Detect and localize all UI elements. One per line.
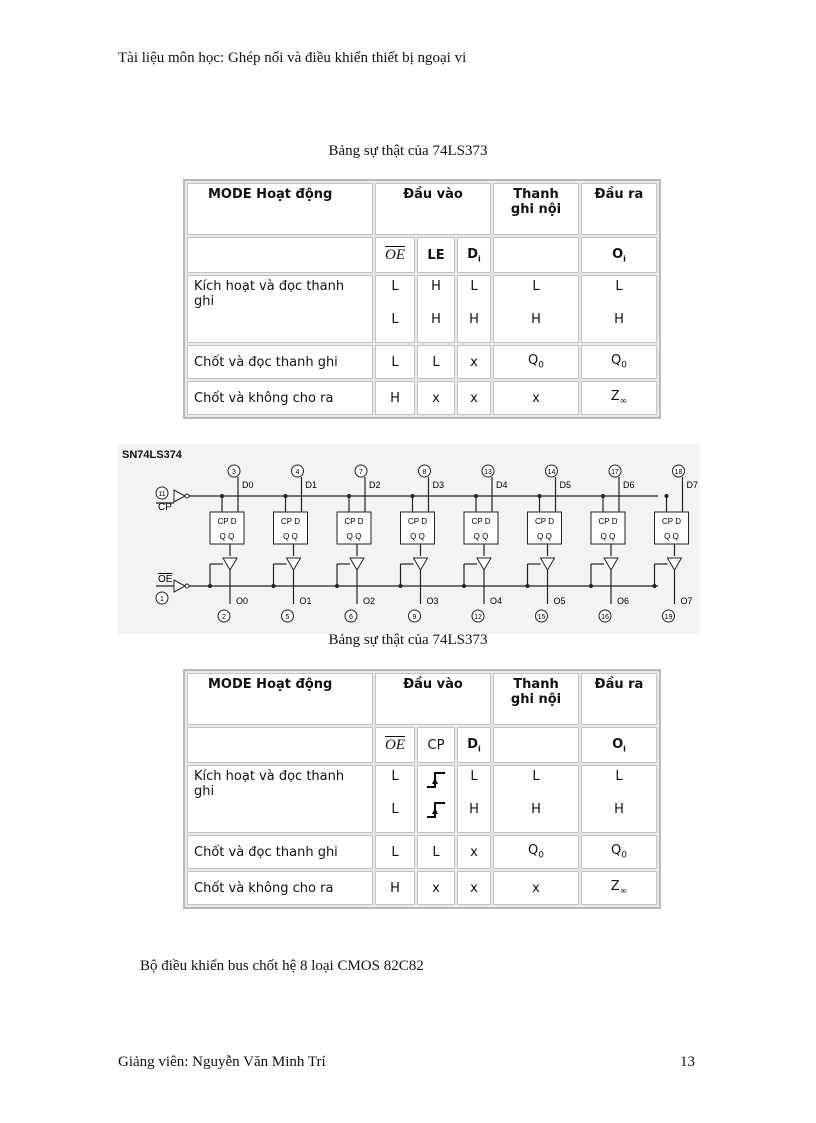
header-outputs: Đầu ra — [581, 183, 657, 235]
table-row — [187, 835, 657, 869]
oe-cell: L L — [375, 275, 415, 343]
subheader-empty — [493, 237, 579, 273]
truth-table-74ls374 — [183, 669, 661, 909]
mode-cell: Chốt và đọc thanh ghi — [187, 835, 373, 869]
pin-number: 6 — [349, 614, 353, 621]
out-cell: $Z_\infty$ — [581, 871, 657, 905]
pin-number: 16 — [601, 614, 609, 621]
out-cell: L H — [581, 275, 657, 343]
di-cell: x — [457, 871, 491, 905]
input-label: D3 — [432, 480, 445, 490]
header-register: Thanh ghi nội — [493, 183, 579, 235]
oe-cell: L — [375, 835, 415, 869]
ff-bottom-label: Q Q — [600, 532, 616, 541]
le-cell: H H — [417, 275, 455, 343]
subheader-empty — [493, 727, 579, 763]
ff-top-label: CP D — [344, 517, 364, 526]
junction-dot — [399, 584, 403, 588]
junction-dot — [272, 584, 276, 588]
junction-dot — [589, 584, 593, 588]
ff-bottom-label: Q Q — [346, 532, 362, 541]
output-label: O4 — [490, 596, 503, 606]
sn74ls374-logic-diagram — [118, 444, 700, 634]
rising-edge-icon — [425, 799, 447, 821]
subheader-le: LE — [417, 237, 455, 273]
output-label: O6 — [617, 596, 630, 606]
reg-cell: $Q_0$ — [493, 835, 579, 869]
cp-cell — [417, 765, 455, 833]
output-label: O1 — [299, 596, 312, 606]
input-label: D4 — [496, 480, 508, 490]
page-number: 13 — [680, 1054, 695, 1070]
input-label: D5 — [559, 480, 572, 490]
oe-label: OE — [158, 574, 173, 585]
ff-bottom-label: Q Q — [283, 532, 298, 541]
table2-caption: Bảng sự thật của 74LS373 — [328, 632, 488, 648]
le-cell: L — [417, 345, 455, 379]
mode-cell: Kích hoạt và đọc thanh ghi — [187, 765, 373, 833]
mode-cell: Kích hoạt và đọc thanh ghi — [187, 275, 373, 343]
out-cell: $Q_0$ — [581, 345, 657, 379]
output-buffer — [604, 558, 618, 570]
logic-diagram-svg — [118, 444, 700, 634]
oe-cell: L — [375, 345, 415, 379]
cp-cell: x — [417, 871, 455, 905]
oe-cell: H — [375, 381, 415, 415]
output-label: O0 — [236, 596, 249, 606]
body-text-82c82: Bộ điều khiển bus chốt hệ 8 loại CMOS 82C82 — [140, 958, 424, 974]
ff-top-label: CP D — [598, 517, 618, 526]
cp-cell: L — [417, 835, 455, 869]
output-label: O3 — [426, 596, 439, 606]
header-register: Thanh ghi nội — [493, 673, 579, 725]
pin-number: 11 — [158, 491, 166, 498]
pin-number: 18 — [674, 469, 683, 476]
di-cell: L H — [457, 765, 491, 833]
pin-number: 1 — [160, 596, 164, 603]
pin-number: 2 — [222, 614, 226, 621]
header-mode: MODE Hoạt động — [187, 183, 373, 235]
ff-bottom-label: Q Q — [410, 532, 425, 541]
ff-top-label: CP D — [408, 517, 427, 526]
subheader-di: $D_i$ — [457, 727, 491, 763]
output-label: O5 — [553, 596, 566, 606]
subheader-di: $D_i$ — [457, 237, 491, 273]
junction-dot — [335, 584, 339, 588]
le-cell: x — [417, 381, 455, 415]
out-cell: L H — [581, 765, 657, 833]
output-buffer — [668, 558, 682, 570]
ff-top-label: CP D — [471, 517, 491, 526]
table-row — [187, 345, 657, 379]
subheader-empty — [187, 727, 373, 763]
reg-cell: L H — [493, 275, 579, 343]
diagram-title: SN74LS374 — [122, 449, 182, 461]
di-cell: x — [457, 381, 491, 415]
ff-top-label: CP D — [662, 517, 681, 526]
buffer-gate — [174, 490, 185, 502]
subheader-oe: $\overline{OE}$ — [375, 727, 415, 763]
subheader-oe: $\overline{OE}$ — [375, 237, 415, 273]
cp-label: CP — [158, 502, 172, 513]
reg-cell: x — [493, 871, 579, 905]
reg-cell: $Q_0$ — [493, 345, 579, 379]
ff-bottom-label: Q Q — [219, 532, 235, 541]
header-inputs: Đầu vào — [375, 673, 491, 725]
out-cell: $Q_0$ — [581, 835, 657, 869]
pin-number: 5 — [285, 614, 290, 621]
junction-dot — [526, 584, 530, 588]
page-header: Tài liệu môn học: Ghép nối và điều khiển thiết bị ngoại vi — [118, 50, 467, 66]
input-label: D6 — [623, 480, 635, 490]
di-cell: x — [457, 345, 491, 379]
pin-number: 4 — [295, 469, 300, 476]
pin-number: 3 — [232, 469, 236, 476]
mode-cell: Chốt và không cho ra — [187, 381, 373, 415]
di-cell: L H — [457, 275, 491, 343]
ff-top-label: CP D — [535, 517, 554, 526]
out-cell: $Z_\infty$ — [581, 381, 657, 415]
subheader-cp: CP — [417, 727, 455, 763]
rising-edge-icon — [425, 769, 447, 791]
junction-dot — [653, 584, 657, 588]
output-buffer — [287, 558, 301, 570]
reg-cell: L H — [493, 765, 579, 833]
input-label: D7 — [686, 480, 699, 490]
pin-number: 17 — [611, 469, 619, 476]
subheader-empty — [187, 237, 373, 273]
table-row — [187, 871, 657, 905]
header-outputs: Đầu ra — [581, 673, 657, 725]
junction-dot — [462, 584, 466, 588]
ff-top-label: CP D — [281, 517, 300, 526]
reg-cell: x — [493, 381, 579, 415]
subheader-oi: $O_i$ — [581, 727, 657, 763]
output-buffer — [414, 558, 428, 570]
table-row — [187, 275, 657, 343]
input-label: D1 — [305, 480, 318, 490]
oe-cell: L L — [375, 765, 415, 833]
output-buffer — [541, 558, 555, 570]
input-label: D2 — [369, 480, 381, 490]
subheader-oi: $O_i$ — [581, 237, 657, 273]
pin-number: 13 — [484, 469, 492, 476]
inverter-bubble — [185, 584, 189, 588]
header-inputs: Đầu vào — [375, 183, 491, 235]
pin-number: 8 — [422, 469, 427, 476]
output-buffer — [223, 558, 237, 570]
output-label: O2 — [363, 596, 376, 606]
ff-top-label: CP D — [217, 517, 237, 526]
junction-dot — [208, 584, 212, 588]
ff-bottom-label: Q Q — [537, 532, 552, 541]
mode-cell: Chốt và không cho ra — [187, 871, 373, 905]
input-label: D0 — [242, 480, 254, 490]
ff-bottom-label: Q Q — [664, 532, 679, 541]
footer-author: Giảng viên: Nguyễn Văn Minh Trí — [118, 1054, 326, 1070]
output-buffer — [350, 558, 364, 570]
pin-number: 7 — [359, 469, 363, 476]
buffer-gate — [174, 580, 185, 592]
pin-number: 15 — [537, 614, 546, 621]
header-mode: MODE Hoạt động — [187, 673, 373, 725]
di-cell: x — [457, 835, 491, 869]
ff-bottom-label: Q Q — [473, 532, 489, 541]
pin-number: 19 — [664, 614, 673, 621]
oe-cell: H — [375, 871, 415, 905]
inverter-bubble — [185, 494, 189, 498]
table-row — [187, 381, 657, 415]
output-buffer — [477, 558, 491, 570]
pin-number: 14 — [547, 469, 556, 476]
table1-caption: Bảng sự thật của 74LS373 — [328, 143, 488, 159]
pin-number: 9 — [412, 614, 417, 621]
table-row — [187, 765, 657, 833]
pin-number: 12 — [474, 614, 482, 621]
truth-table-74ls373 — [183, 179, 661, 419]
mode-cell: Chốt và đọc thanh ghi — [187, 345, 373, 379]
output-label: O7 — [680, 596, 693, 606]
